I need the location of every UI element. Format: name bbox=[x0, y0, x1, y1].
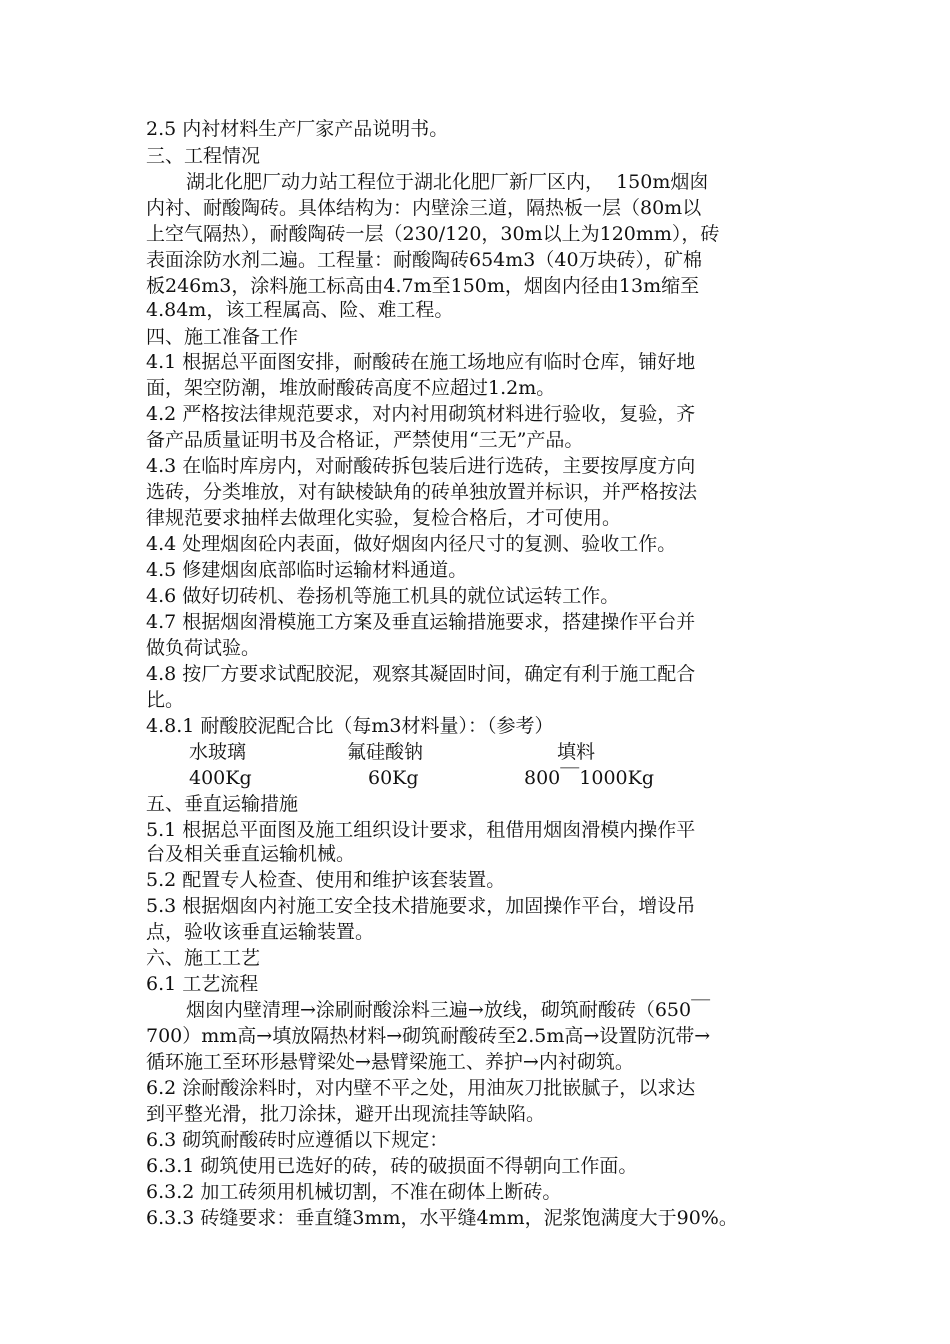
text-line: 5.3 根据烟囱内衬施工安全技术措施要求，加固操作平台，增设吊 bbox=[146, 895, 696, 917]
text-line: 5.1 根据总平面图及施工组织设计要求，租借用烟囱滑模内操作平 bbox=[146, 819, 696, 841]
mix-table-value: 400Kg bbox=[189, 767, 252, 789]
text-line: 板246m3，涂料施工标高由4.7m至150m，烟囱内径由13m缩至 bbox=[146, 275, 700, 297]
text-line: 4.7 根据烟囱滑模施工方案及垂直运输措施要求，搭建操作平台并 bbox=[146, 611, 696, 633]
text-line: 点，验收该垂直运输装置。 bbox=[146, 921, 375, 943]
text-line: 选砖，分类堆放，对有缺棱缺角的砖单独放置并标识，并严格按法 bbox=[146, 481, 698, 503]
section-heading: 四、施工准备工作 bbox=[146, 326, 299, 348]
mix-table-header: 填料 bbox=[557, 741, 596, 763]
text-line: 上空气隔热），耐酸陶砖一层（230/120，30m以上为120mm），砖 bbox=[146, 223, 720, 245]
text-line: 4.5 修建烟囱底部临时运输材料通道。 bbox=[146, 559, 468, 581]
text-line: 4.84m，该工程属高、险、难工程。 bbox=[146, 299, 454, 321]
text-line: 700）mm高→填放隔热材料→砌筑耐酸砖至2.5m高→设置防沉带→ bbox=[146, 1025, 711, 1047]
text-line: 律规范要求抽样去做理化实验，复检合格后，才可使用。 bbox=[146, 507, 622, 529]
text-line: 4.1 根据总平面图安排，耐酸砖在施工场地应有临时仓库，铺好地 bbox=[146, 351, 696, 373]
text-line: 表面涂防水剂二遍。工程量：耐酸陶砖654m3（40万块砖），矿棉 bbox=[146, 249, 703, 271]
section-heading: 五、垂直运输措施 bbox=[146, 793, 299, 815]
text-line: 循环施工至环形悬臂梁处→悬臂梁施工、养护→内衬砌筑。 bbox=[146, 1051, 634, 1073]
mix-table-value: 800￣1000Kg bbox=[524, 767, 654, 789]
mix-table-value: 60Kg bbox=[368, 767, 419, 789]
text-line: 4.2 严格按法律规范要求，对内衬用砌筑材料进行验收，复验，齐 bbox=[146, 403, 696, 425]
text-line: 烟囱内壁清理→涂刷耐酸涂料三遍→放线，砌筑耐酸砖（650￣ bbox=[186, 999, 711, 1021]
text-line: 到平整光滑，批刀涂抹，避开出现流挂等缺陷。 bbox=[146, 1103, 546, 1125]
text-line: 5.2 配置专人检查、使用和维护该套装置。 bbox=[146, 869, 506, 891]
text-line: 做负荷试验。 bbox=[146, 637, 261, 659]
text-line: 4.8 按厂方要求试配胶泥，观察其凝固时间，确定有利于施工配合 bbox=[146, 663, 696, 685]
text-line: 6.3 砌筑耐酸砖时应遵循以下规定： bbox=[146, 1129, 449, 1151]
section-heading: 六、施工工艺 bbox=[146, 947, 261, 969]
mix-table-header: 水玻璃 bbox=[189, 741, 247, 763]
text-line: 6.2 涂耐酸涂料时，对内壁不平之处，用油灰刀批嵌腻子，以求达 bbox=[146, 1077, 696, 1099]
text-line: 比。 bbox=[146, 689, 185, 711]
text-line: 2.5 内衬材料生产厂家产品说明书。 bbox=[146, 118, 449, 140]
text-line: 6.3.2 加工砖须用机械切割，不准在砌体上断砖。 bbox=[146, 1181, 562, 1203]
text-line: 4.8.1 耐酸胶泥配合比（每m3材料量）：（参考） bbox=[146, 715, 554, 737]
text-line: 6.3.1 砌筑使用已选好的砖，砖的破损面不得朝向工作面。 bbox=[146, 1155, 638, 1177]
text-line: 6.3.3 砖缝要求：垂直缝3mm，水平缝4mm，泥浆饱满度大于90%。 bbox=[146, 1207, 738, 1229]
text-line: 面，架空防潮，堆放耐酸砖高度不应超过1.2m。 bbox=[146, 377, 556, 399]
section-heading: 三、工程情况 bbox=[146, 145, 261, 167]
text-line: 内衬、耐酸陶砖。具体结构为：内壁涂三道，隔热板一层（80m以 bbox=[146, 197, 702, 219]
text-line: 湖北化肥厂动力站工程位于湖北化肥厂新厂区内， 150m烟囱 bbox=[186, 171, 709, 193]
text-line: 备产品质量证明书及合格证，严禁使用“三无”产品。 bbox=[146, 429, 584, 451]
text-line: 4.4 处理烟囱砼内表面，做好烟囱内径尺寸的复测、验收工作。 bbox=[146, 533, 677, 555]
text-line: 台及相关垂直运输机械。 bbox=[146, 843, 356, 865]
text-line: 6.1 工艺流程 bbox=[146, 973, 259, 995]
text-line: 4.3 在临时库房内，对耐酸砖拆包装后进行选砖，主要按厚度方向 bbox=[146, 455, 696, 477]
text-line: 4.6 做好切砖机、卷扬机等施工机具的就位试运转工作。 bbox=[146, 585, 620, 607]
mix-table-header: 氟硅酸钠 bbox=[347, 741, 424, 763]
